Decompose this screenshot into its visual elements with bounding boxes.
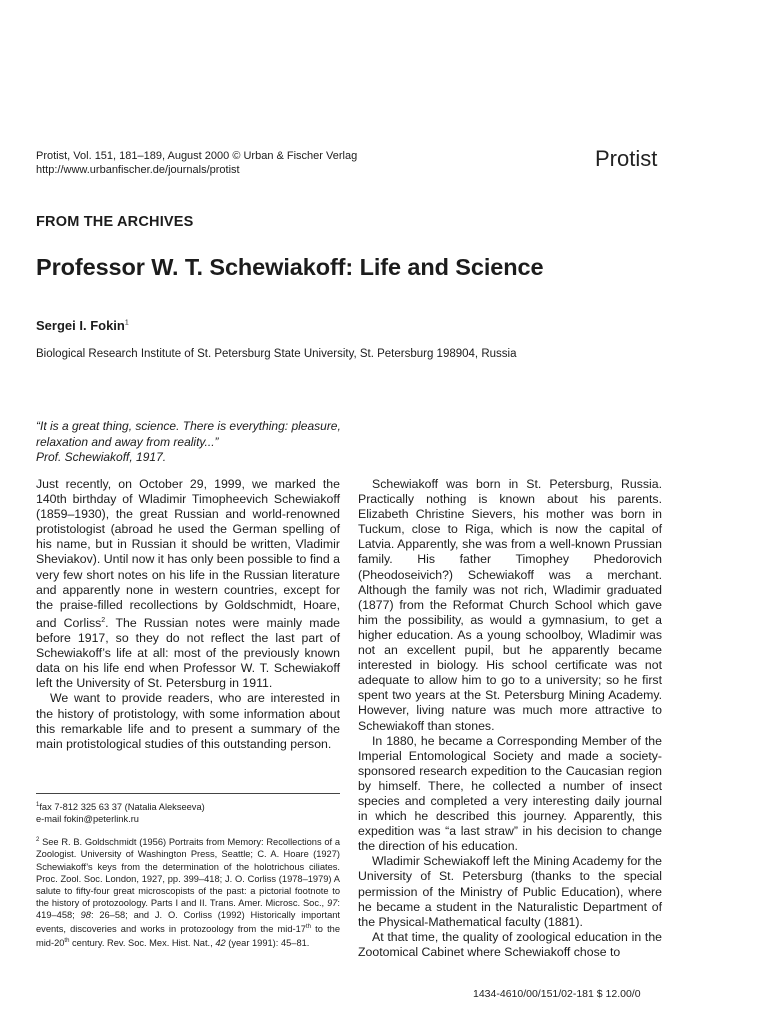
article-title: Professor W. T. Schewiakoff: Life and Science — [36, 254, 544, 280]
body-paragraph: Schewiakoff was born in St. Petersburg, Russia. Practically nothing is known about his parents. Elizabeth Christine Sievers, his mother was born in Tuckum, close to Riga, which is now the capital of Latvia. Apparently, she was from a well-known Prussian family. His father Timophey Phedorovich (Pheodoseivich?) Schewiakoff was a merchant. Although the family was not rich, Wladimir graduated (1877) from the Reformat Church School which gave him the possibility, as would a gymnasium, to get a higher education. As a young schoolboy, Wladimir was not an excellent pupil, but he apparently became interested in biology. His school certificate was not adequate to allow him to go to a university; so he first spent two years at the St. Petersburg Mining Academy. However, living nature was much more attractive to Schewiakoff than stones. — [358, 477, 662, 733]
article-code: 1434-4610/00/151/02-181 $ 12.00/0 — [473, 988, 641, 1000]
epigraph-line: “It is a great thing, science. There is everything: pleasure, — [36, 419, 341, 433]
author-footnote-mark: 1 — [124, 319, 129, 327]
section-label: FROM THE ARCHIVES — [36, 214, 194, 230]
footnote-divider — [36, 793, 340, 794]
footnotes — [36, 799, 340, 958]
epigraph-line: relaxation and away from reality...” — [36, 434, 219, 449]
citation-line: Protist, Vol. 151, 181–189, August 2000 © Urban & Fischer Verlag — [36, 150, 358, 162]
body-paragraph: At that time, the quality of zoological education in the Zootomical Cabinet where Schewiakoff chose to — [358, 929, 662, 959]
body-paragraph: Wladimir Schewiakoff left the Mining Academy for the University of St. Petersburg (thanks to the special permission of the Ministry of Public Education), where he became a student in the Naturalistic Department of the Physical-Mathematical faculty (1881). — [358, 854, 662, 929]
body-paragraph: We want to provide readers, who are interested in the history of protistology, with some information about this remarkable life and to present a summary of the main protistological studies of this outstanding person. — [36, 691, 340, 751]
author-line — [36, 318, 129, 333]
epigraph — [36, 419, 341, 466]
journal-name: Protist — [595, 146, 658, 171]
body-paragraph: Just recently, on October 29, 1999, we marked the 140th birthday of Wladimir Timopheevich Schewiakoff (1859–1930), the great Russian and world-renowned protistologist (abroad he used the German spelling of his name, but in Russian it should be written, Vladimir Sheviakov). Until now it has only been possible to find a very few short notes on his life in the Russian literature and apparently none in western countries, except for the praise-filled recollections by Goldschmidt, Hoare, and Corliss$^2$. The Russian notes were mainly made before 1917, so they do not reflect the last part of Schewiakoff’s life at all: most of the previously known data on his life end when Professor W. T. Schewiakoff left the University of St. Petersburg in 1911. — [36, 477, 340, 691]
author-affiliation: Biological Research Institute of St. Petersburg State University, St. Petersburg 198904, Russia — [36, 348, 517, 360]
epigraph-attribution: Prof. Schewiakoff, 1917. — [36, 450, 167, 464]
right-column — [358, 477, 662, 960]
journal-citation-block — [36, 149, 357, 177]
footnote-2: $^2$ See R. B. Goldschmidt (1956) Portraits from Memory: Recollections of a Zoologist. University of Washington Press, Seattle; C. A. Hoare (1927) Schewiakoff’s keys from the determination of the holotrichous ciliates. Proc. Zool. Soc. London, 1927, pp. 399–418; J. O. Corliss (1978–1979) A salute to fifty-four great microscopists of the past: a pictorial footnote to the history of protozoology. Parts I and II. Trans. Amer. Microsc. Soc., 97: 419–458; 98: 26–58; and J. O. Corliss (1992) Historically important events, discoveries and works in protozoology from the mid-17th to the mid-20th century. Rev. Soc. Mex. Hist. Nat., 42 (year 1991): 45–81. — [36, 837, 341, 949]
author-name: Sergei I. Fokin — [36, 318, 125, 333]
left-column — [36, 477, 340, 752]
body-paragraph: In 1880, he became a Corresponding Member of the Imperial Entomological Society and made a society-sponsored research expedition to the Caucasian region by himself. There, he collected a number of insect species and completed a very interesting daily journal in which he described this journey. Apparently, this expedition was “a last straw” in his decision to change the direction of his education. — [358, 733, 662, 854]
footnote-1: $^1$fax 7-812 325 63 37 (Natalia Alekseeva) e-mail fokin@peterlink.ru — [36, 802, 205, 825]
journal-url[interactable]: http://www.urbanfischer.de/journals/protist — [36, 164, 240, 176]
footnote-mark: 2 — [101, 616, 106, 624]
author-email[interactable]: e-mail fokin@peterlink.ru — [36, 814, 139, 825]
